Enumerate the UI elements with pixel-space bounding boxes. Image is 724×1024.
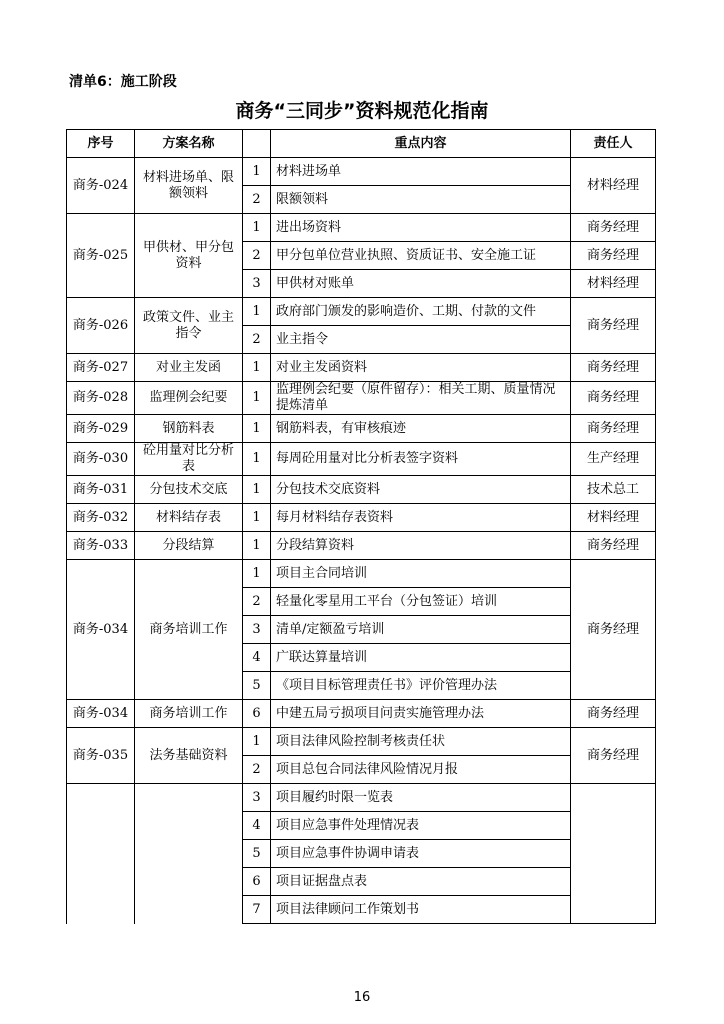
item-index-cell: 2 [243, 756, 271, 784]
key-content-cell: 《项目目标管理责任书》评价管理办法 [271, 672, 571, 700]
serial-cell: 商务-035 [67, 728, 135, 784]
responsible-cell: 商务经理 [571, 298, 656, 354]
item-index-cell: 2 [243, 588, 271, 616]
key-content-cell: 轻量化零星用工平台（分包签证）培训 [271, 588, 571, 616]
responsible-cell: 材料经理 [571, 504, 656, 532]
responsible-cell: 商务经理 [571, 214, 656, 242]
item-index-cell: 1 [243, 728, 271, 756]
table-row [67, 784, 656, 812]
item-index-cell: 6 [243, 700, 271, 728]
key-content-cell: 每周砼用量对比分析表签字资料 [271, 443, 571, 476]
table-row [67, 476, 656, 504]
table-row [67, 560, 656, 588]
serial-cell: 商务-034 [67, 560, 135, 700]
table-row [67, 443, 656, 476]
key-content-cell: 进出场资料 [271, 214, 571, 242]
item-index-cell: 1 [243, 214, 271, 242]
responsible-cell: 商务经理 [571, 382, 656, 415]
item-index-cell: 3 [243, 784, 271, 812]
key-content-cell: 项目履约时限一览表 [271, 784, 571, 812]
table-row [67, 354, 656, 382]
item-index-cell: 6 [243, 868, 271, 896]
plan-name-cell: 材料进场单、限额领料 [135, 158, 243, 214]
plan-name-cell: 商务培训工作 [135, 560, 243, 700]
key-content-cell: 甲供材对账单 [271, 270, 571, 298]
key-content-cell: 甲分包单位营业执照、资质证书、安全施工证 [271, 242, 571, 270]
item-index-cell: 3 [243, 616, 271, 644]
key-content-cell: 分段结算资料 [271, 532, 571, 560]
item-index-cell: 7 [243, 896, 271, 924]
plan-name-cell: 分段结算 [135, 532, 243, 560]
serial-cell: 商务-028 [67, 382, 135, 415]
serial-cell: 商务-029 [67, 415, 135, 443]
key-content-cell: 材料进场单 [271, 158, 571, 186]
plan-name-cell [135, 784, 243, 924]
responsible-cell: 材料经理 [571, 158, 656, 214]
item-index-cell: 1 [243, 560, 271, 588]
item-index-cell: 4 [243, 812, 271, 840]
key-content-cell: 项目证据盘点表 [271, 868, 571, 896]
list-title: 清单6：施工阶段 [69, 74, 177, 90]
serial-cell: 商务-033 [67, 532, 135, 560]
key-content-cell: 项目总包合同法律风险情况月报 [271, 756, 571, 784]
item-index-cell: 1 [243, 532, 271, 560]
document-title: 商务“三同步”资料规范化指南 [235, 100, 489, 122]
item-index-cell: 1 [243, 298, 271, 326]
responsible-cell: 生产经理 [571, 443, 656, 476]
responsible-cell [571, 784, 656, 924]
page-number: 16 [353, 990, 371, 1005]
item-index-cell: 1 [243, 415, 271, 443]
plan-name-cell: 分包技术交底 [135, 476, 243, 504]
table-row [67, 532, 656, 560]
plan-name-cell: 法务基础资料 [135, 728, 243, 784]
table-row [67, 158, 656, 186]
table-body [67, 158, 656, 924]
responsible-cell: 商务经理 [571, 560, 656, 700]
key-content-cell: 项目应急事件协调申请表 [271, 840, 571, 868]
table-row [67, 504, 656, 532]
responsible-cell: 商务经理 [571, 700, 656, 728]
responsible-cell: 商务经理 [571, 242, 656, 270]
item-index-cell: 2 [243, 242, 271, 270]
plan-name-cell: 商务培训工作 [135, 700, 243, 728]
plan-name-cell: 砼用量对比分析表 [135, 443, 243, 476]
serial-cell: 商务-026 [67, 298, 135, 354]
key-content-cell: 广联达算量培训 [271, 644, 571, 672]
plan-name-cell: 对业主发函 [135, 354, 243, 382]
key-content-cell: 限额领料 [271, 186, 571, 214]
item-index-cell: 1 [243, 354, 271, 382]
serial-cell [67, 784, 135, 924]
key-content-cell: 清单/定额盈亏培训 [271, 616, 571, 644]
key-content-cell: 政府部门颁发的影响造价、工期、付款的文件 [271, 298, 571, 326]
key-content-cell: 钢筋料表，有审核痕迹 [271, 415, 571, 443]
table-row [67, 415, 656, 443]
table-row [67, 382, 656, 415]
plan-name-cell: 材料结存表 [135, 504, 243, 532]
header-row [67, 130, 656, 158]
table-row [67, 298, 656, 326]
key-content-cell: 项目应急事件处理情况表 [271, 812, 571, 840]
plan-name-cell: 政策文件、业主指令 [135, 298, 243, 354]
item-index-cell: 4 [243, 644, 271, 672]
table-row [67, 214, 656, 242]
responsible-cell: 商务经理 [571, 728, 656, 784]
key-content-cell: 项目法律风险控制考核责任状 [271, 728, 571, 756]
responsible-cell: 商务经理 [571, 415, 656, 443]
header-key-content: 重点内容 [271, 130, 571, 158]
serial-cell: 商务-034 [67, 700, 135, 728]
serial-cell: 商务-031 [67, 476, 135, 504]
key-content-cell: 分包技术交底资料 [271, 476, 571, 504]
item-index-cell: 2 [243, 186, 271, 214]
header-plan-name: 方案名称 [135, 130, 243, 158]
serial-cell: 商务-032 [67, 504, 135, 532]
key-content-cell: 监理例会纪要（原件留存）：相关工期、质量情况提炼清单 [271, 382, 571, 415]
key-content-cell: 项目法律顾问工作策划书 [271, 896, 571, 924]
plan-name-cell: 甲供材、甲分包资料 [135, 214, 243, 298]
serial-cell: 商务-025 [67, 214, 135, 298]
responsible-cell: 技术总工 [571, 476, 656, 504]
responsible-cell: 材料经理 [571, 270, 656, 298]
item-index-cell: 5 [243, 840, 271, 868]
serial-cell: 商务-027 [67, 354, 135, 382]
plan-name-cell: 钢筋料表 [135, 415, 243, 443]
serial-cell: 商务-024 [67, 158, 135, 214]
serial-cell: 商务-030 [67, 443, 135, 476]
key-content-cell: 项目主合同培训 [271, 560, 571, 588]
plan-name-cell: 监理例会纪要 [135, 382, 243, 415]
header-index [243, 130, 271, 158]
item-index-cell: 1 [243, 476, 271, 504]
key-content-cell: 对业主发函资料 [271, 354, 571, 382]
item-index-cell: 1 [243, 158, 271, 186]
table-row [67, 700, 656, 728]
item-index-cell: 1 [243, 382, 271, 415]
table-row [67, 728, 656, 756]
guide-table [66, 129, 656, 924]
item-index-cell: 1 [243, 443, 271, 476]
item-index-cell: 1 [243, 504, 271, 532]
header-responsible: 责任人 [571, 130, 656, 158]
header-serial: 序号 [67, 130, 135, 158]
key-content-cell: 中建五局亏损项目问责实施管理办法 [271, 700, 571, 728]
item-index-cell: 3 [243, 270, 271, 298]
key-content-cell: 每月材料结存表资料 [271, 504, 571, 532]
item-index-cell: 5 [243, 672, 271, 700]
key-content-cell: 业主指令 [271, 326, 571, 354]
responsible-cell: 商务经理 [571, 532, 656, 560]
responsible-cell: 商务经理 [571, 354, 656, 382]
item-index-cell: 2 [243, 326, 271, 354]
